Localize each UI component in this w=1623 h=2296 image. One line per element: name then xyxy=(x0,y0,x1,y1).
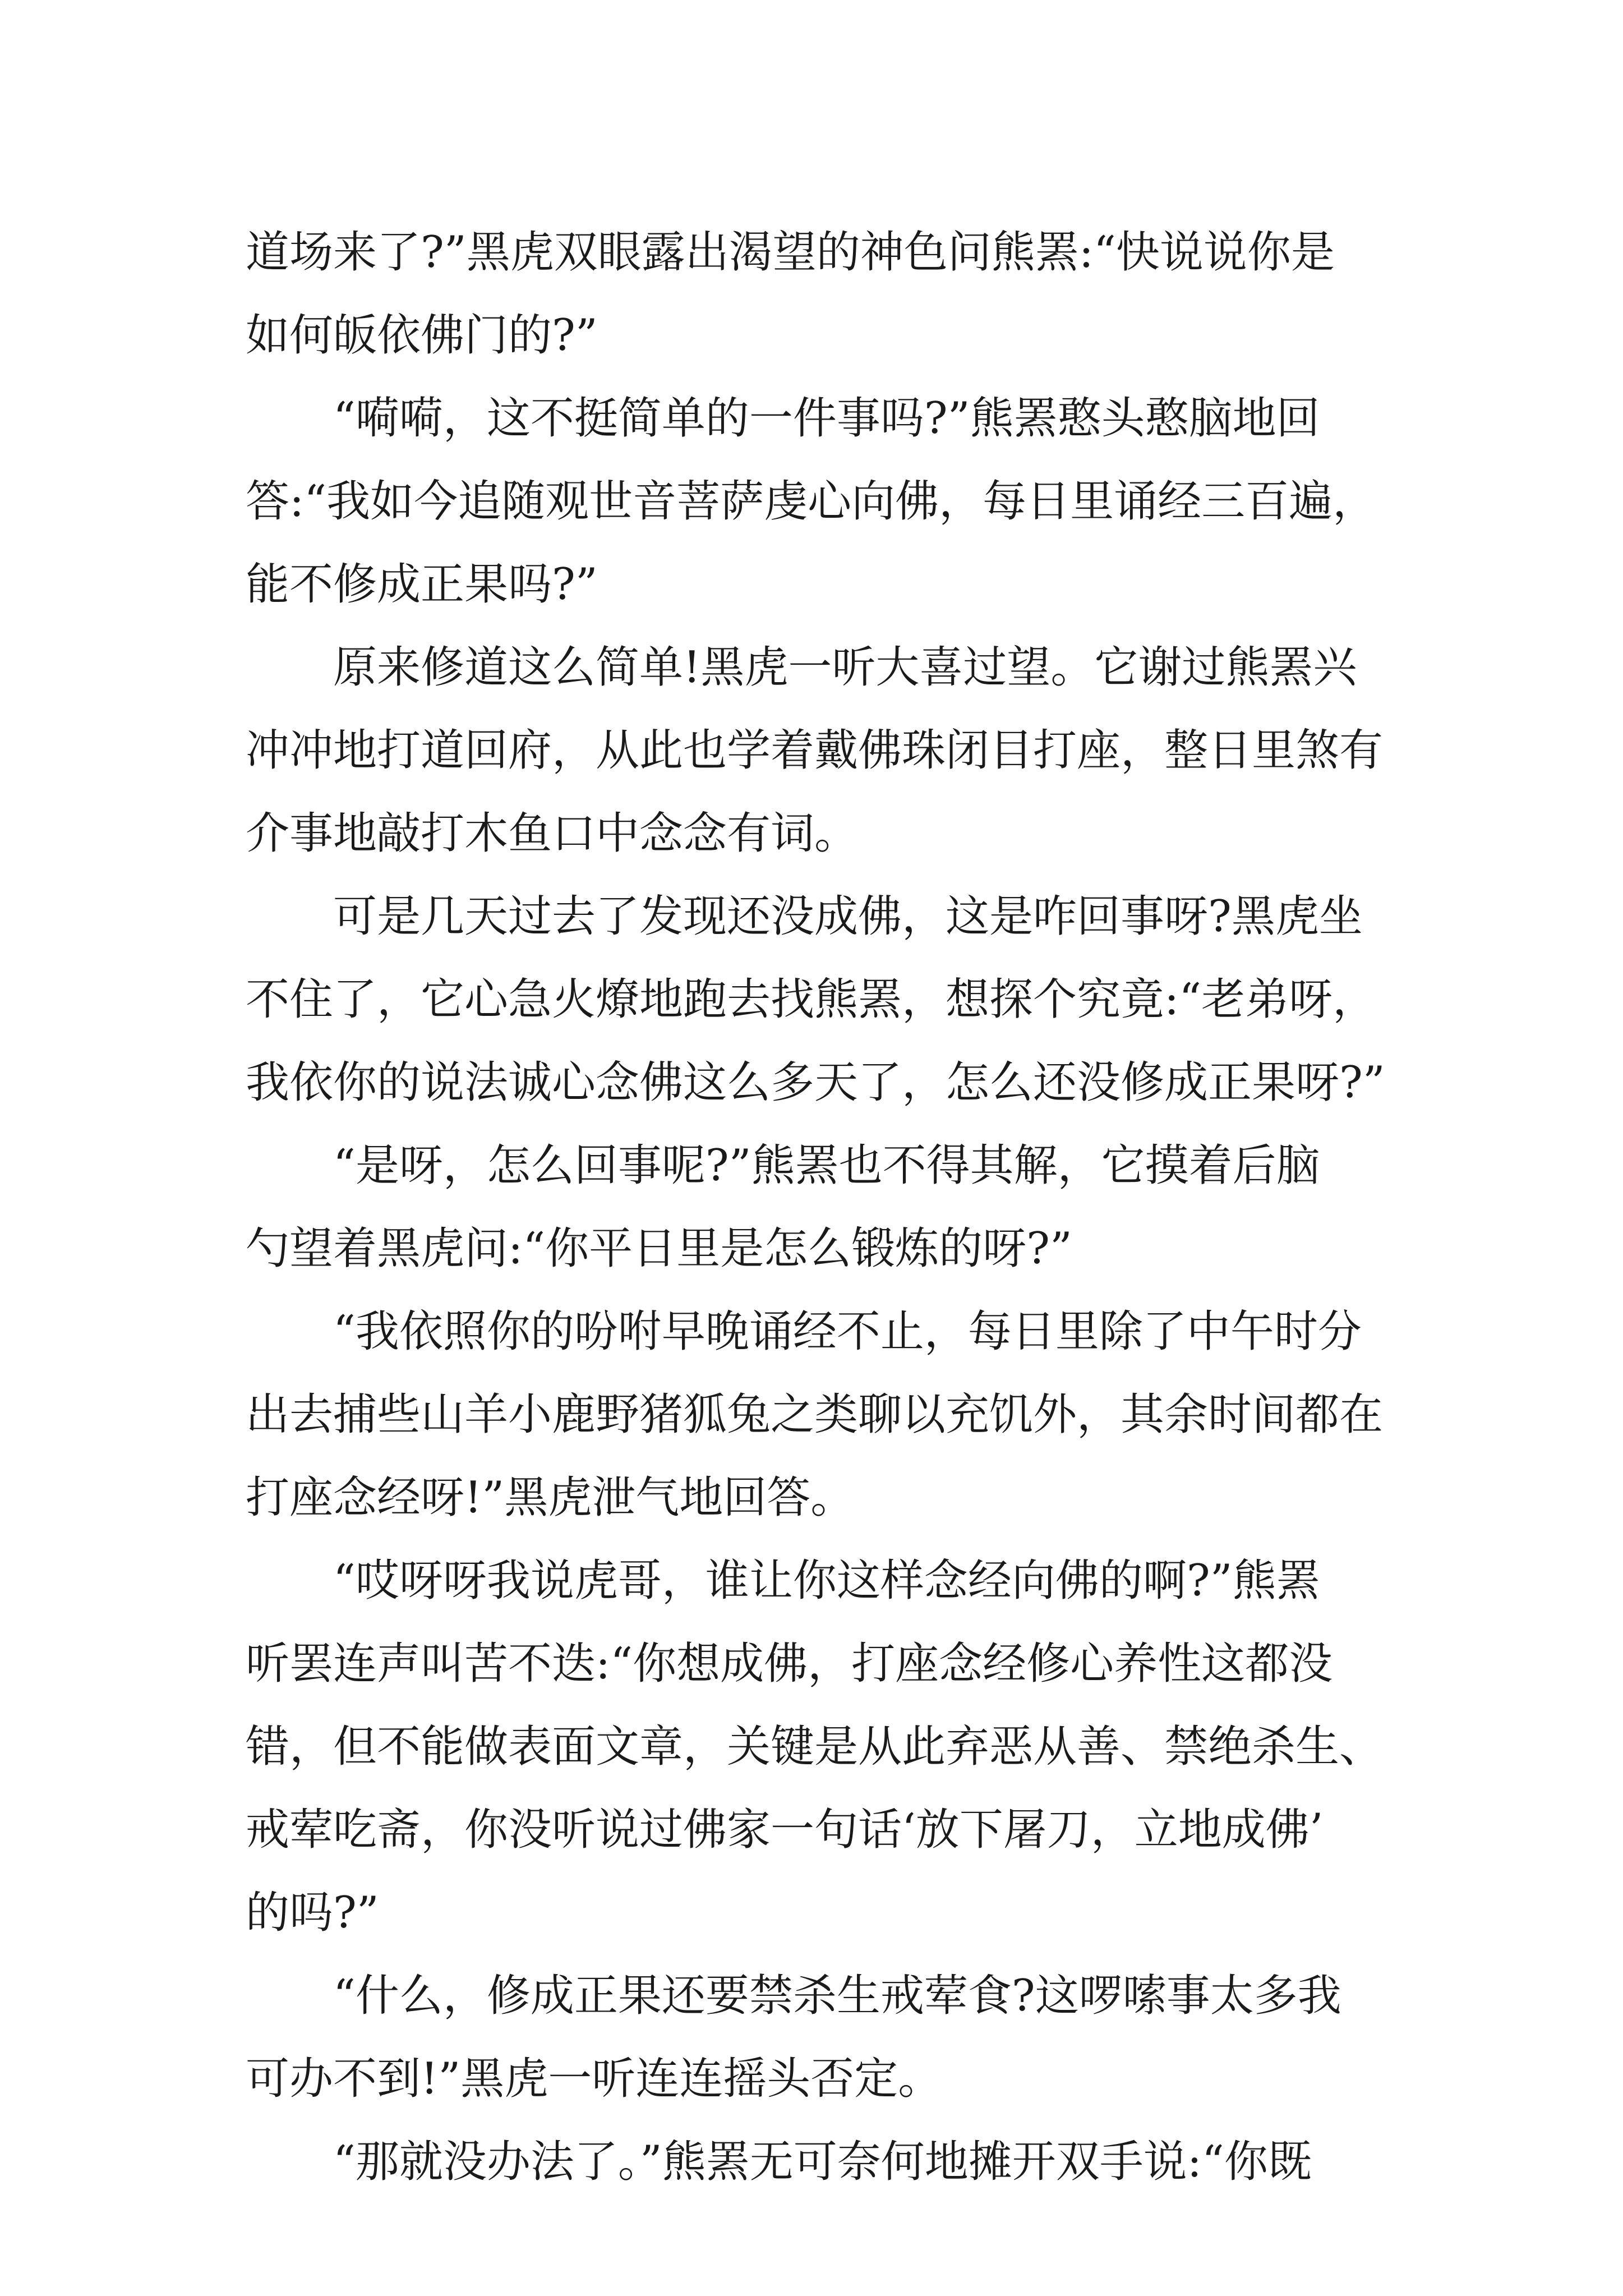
text-line: 勺望着黑虎问:“你平日里是怎么锻炼的呀?” xyxy=(246,1223,1072,1274)
text-line: 道场来了?”黑虎双眼露出渴望的神色问熊罴:“快说说你是 xyxy=(246,227,1335,278)
text-line: “那就没办法了。”熊罴无可奈何地摊开双手说:“你既 xyxy=(333,2137,1312,2187)
text-line: “什么，修成正果还要禁杀生戒荤食?这啰嗦事太多我 xyxy=(333,1971,1341,2021)
text-line: “嗬嗬，这不挺简单的一件事吗?”熊罴憨头憨脑地回 xyxy=(333,393,1320,444)
text-line: 听罢连声叫苦不迭:“你想成佛，打座念经修心养性这都没 xyxy=(246,1639,1333,1689)
text-line: 的吗?” xyxy=(246,1888,379,1938)
document-body xyxy=(246,211,1390,2203)
text-line: 原来修道这么简单!黑虎一听大喜过望。它谢过熊罴兴 xyxy=(333,642,1357,693)
text-line: 打座念经呀!”黑虎泄气地回答。 xyxy=(246,1473,855,1523)
text-line: 如何皈依佛门的?” xyxy=(246,310,598,361)
text-line: 错，但不能做表面文章，关键是从此弃恶从善、禁绝杀生、 xyxy=(246,1722,1384,1772)
text-line: 不住了，它心急火燎地跑去找熊罴，想探个究竟:“老弟呀， xyxy=(246,974,1377,1025)
text-line: “哎呀呀我说虎哥，谁让你这样念经向佛的啊?”熊罴 xyxy=(333,1556,1320,1606)
text-line: 可办不到!”黑虎一听连连摇头否定。 xyxy=(246,2054,942,2104)
text-line: 出去捕些山羊小鹿野猪狐兔之类聊以充饥外，其余时间都在 xyxy=(246,1389,1384,1440)
text-line: 答:“我如今追随观世音菩萨虔心向佛，每日里诵经三百遍， xyxy=(246,476,1377,527)
text-line: 冲冲地打道回府，从此也学着戴佛珠闭目打座，整日里煞有 xyxy=(246,725,1384,776)
text-line: “是呀，怎么回事呢?”熊罴也不得其解，它摸着后脑 xyxy=(333,1140,1320,1191)
text-line: “我依照你的吩咐早晚诵经不止，每日里除了中午时分 xyxy=(333,1306,1362,1357)
text-line: 能不修成正果吗?” xyxy=(246,559,598,610)
text-line: 我依你的说法诚心念佛这么多天了，怎么还没修成正果呀?” xyxy=(246,1057,1385,1108)
text-line: 介事地敲打木鱼口中念念有词。 xyxy=(246,808,859,859)
text-line: 戒荤吃斋，你没听说过佛家一句话‘放下屠刀，立地成佛’ xyxy=(246,1805,1324,1855)
text-line: 可是几天过去了发现还没成佛，这是咋回事呀?黑虎坐 xyxy=(333,891,1363,942)
